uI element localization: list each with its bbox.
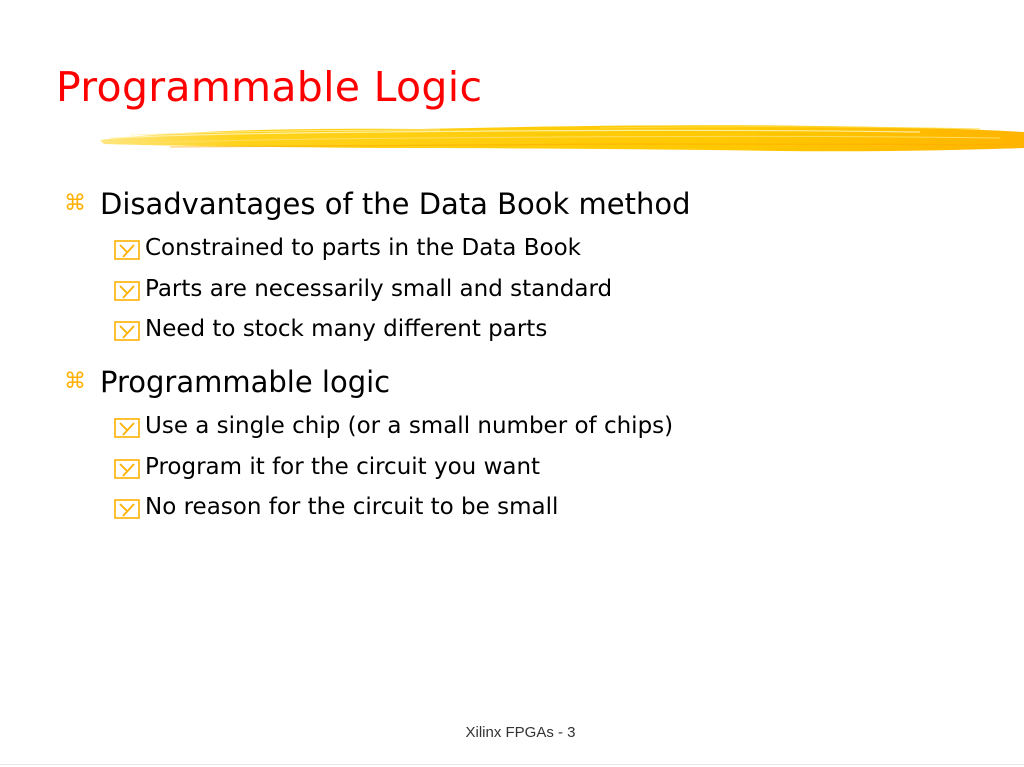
bullet-text: Parts are necessarily small and standard [145, 276, 613, 302]
command-key-icon: ⌘ [64, 369, 86, 394]
bullet-text: No reason for the circuit to be small [145, 494, 559, 520]
slide-footer: Xilinx FPGAs - 3 [465, 724, 576, 741]
bullet-text: Need to stock many different parts [145, 316, 548, 342]
checkbox-y-icon [114, 418, 140, 438]
checkbox-y-icon [114, 459, 140, 479]
slide-title: Programmable Logic [56, 63, 483, 111]
bullet-text: Programmable logic [100, 365, 391, 399]
bullet-text: Disadvantages of the Data Book method [100, 187, 691, 221]
checkbox-y-icon [114, 499, 140, 519]
bottom-divider [0, 764, 1024, 765]
bullet-text: Use a single chip (or a small number of chips) [145, 413, 674, 439]
checkbox-y-icon [114, 240, 140, 260]
title-underline-brush [0, 118, 1024, 164]
checkbox-y-icon [114, 321, 140, 341]
command-key-icon: ⌘ [64, 191, 86, 216]
checkbox-y-icon [114, 281, 140, 301]
bullet-text: Program it for the circuit you want [145, 454, 541, 480]
bullet-text: Constrained to parts in the Data Book [145, 235, 581, 261]
